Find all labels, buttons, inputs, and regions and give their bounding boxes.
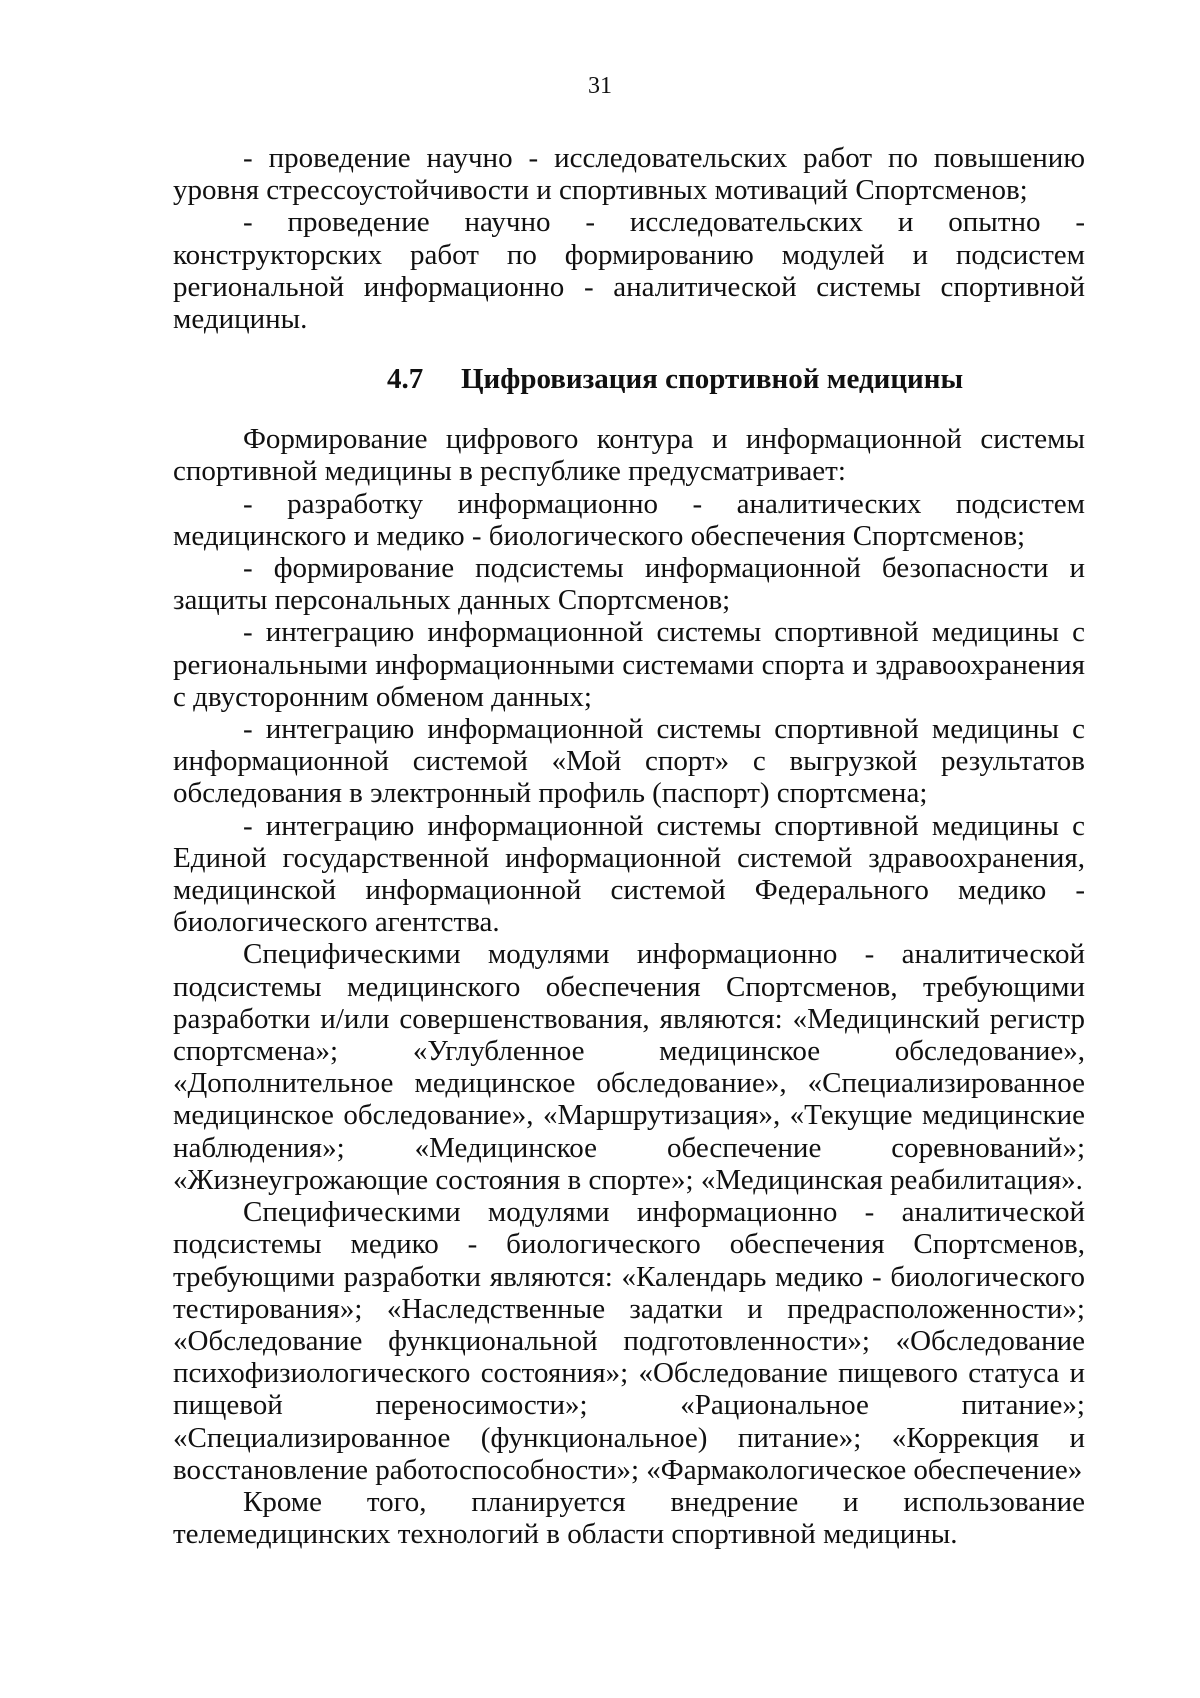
- document-body: [173, 142, 1085, 1550]
- paragraph: - разработку информационно - аналитических подсистем медицинского и медико - биологического обеспечения Спортсменов;: [173, 487, 1085, 552]
- paragraph: - интеграцию информационной системы спортивной медицины с информационной системой «Мой спорт» с выгрузкой результатов обследования в электронный профиль (паспорт) спортсмена;: [173, 713, 1085, 810]
- paragraph: Специфическими модулями информационно - аналитической подсистемы медико - биологического обеспечения Спортсменов, требующими разработки являются: «Календарь медико - биологического тестирования»; «Наследственные задатки и предрасположенности»; «Обследование функциональной подготовленности»; «Обследование психофизиологического состояния»; «Обследование пищевого статуса и пищевой переносимости»; «Рациональное питание»; «Специализированное (функциональное) питание»; «Коррекция и восстановление работоспособности»; «Фармакологическое обеспечение»: [173, 1196, 1085, 1486]
- paragraph: - интеграцию информационной системы спортивной медицины с Единой государственной информационной системой здравоохранения, медицинской информационной системой Федерального медико - биологического агентства.: [173, 809, 1085, 939]
- paragraph: - формирование подсистемы информационной безопасности и защиты персональных данных Спортсменов;: [173, 552, 1085, 617]
- section-number: 4.7: [387, 363, 424, 396]
- page-number: 31: [588, 73, 612, 99]
- paragraph: - интеграцию информационной системы спортивной медицины с региональными информационными системами спорта и здравоохранения с двусторонним обменом данных;: [173, 616, 1085, 713]
- paragraph: - проведение научно - исследовательских работ по повышению уровня стрессоустойчивости и спортивных мотиваций Спортсменов;: [173, 142, 1085, 207]
- paragraph: Кроме того, планируется внедрение и использование телемедицинских технологий в области спортивной медицины.: [173, 1485, 1085, 1551]
- paragraph: - проведение научно - исследовательских и опытно - конструкторских работ по формированию модулей и подсистем региональной информационно - аналитической системы спортивной медицины.: [173, 206, 1085, 336]
- section-title: Цифровизация спортивной медицины: [461, 363, 964, 396]
- paragraph: Специфическими модулями информационно - аналитической подсистемы медицинского обеспечения Спортсменов, требующими разработки и/или совершенствования, являются: «Медицинский регистр спортсмена»; «Углубленное медицинское обследование», «Дополнительное медицинское обследование», «Специализированное медицинское обследование», «Маршрутизация», «Текущие медицинские наблюдения»; «Медицинское обеспечение соревнований»; «Жизнеугрожающие состояния в спорте»; «Медицинская реабилитация».: [173, 938, 1085, 1196]
- paragraph: Формирование цифрового контура и информационной системы спортивной медицины в республике предусматривает:: [173, 423, 1085, 488]
- section-heading: [173, 359, 1085, 399]
